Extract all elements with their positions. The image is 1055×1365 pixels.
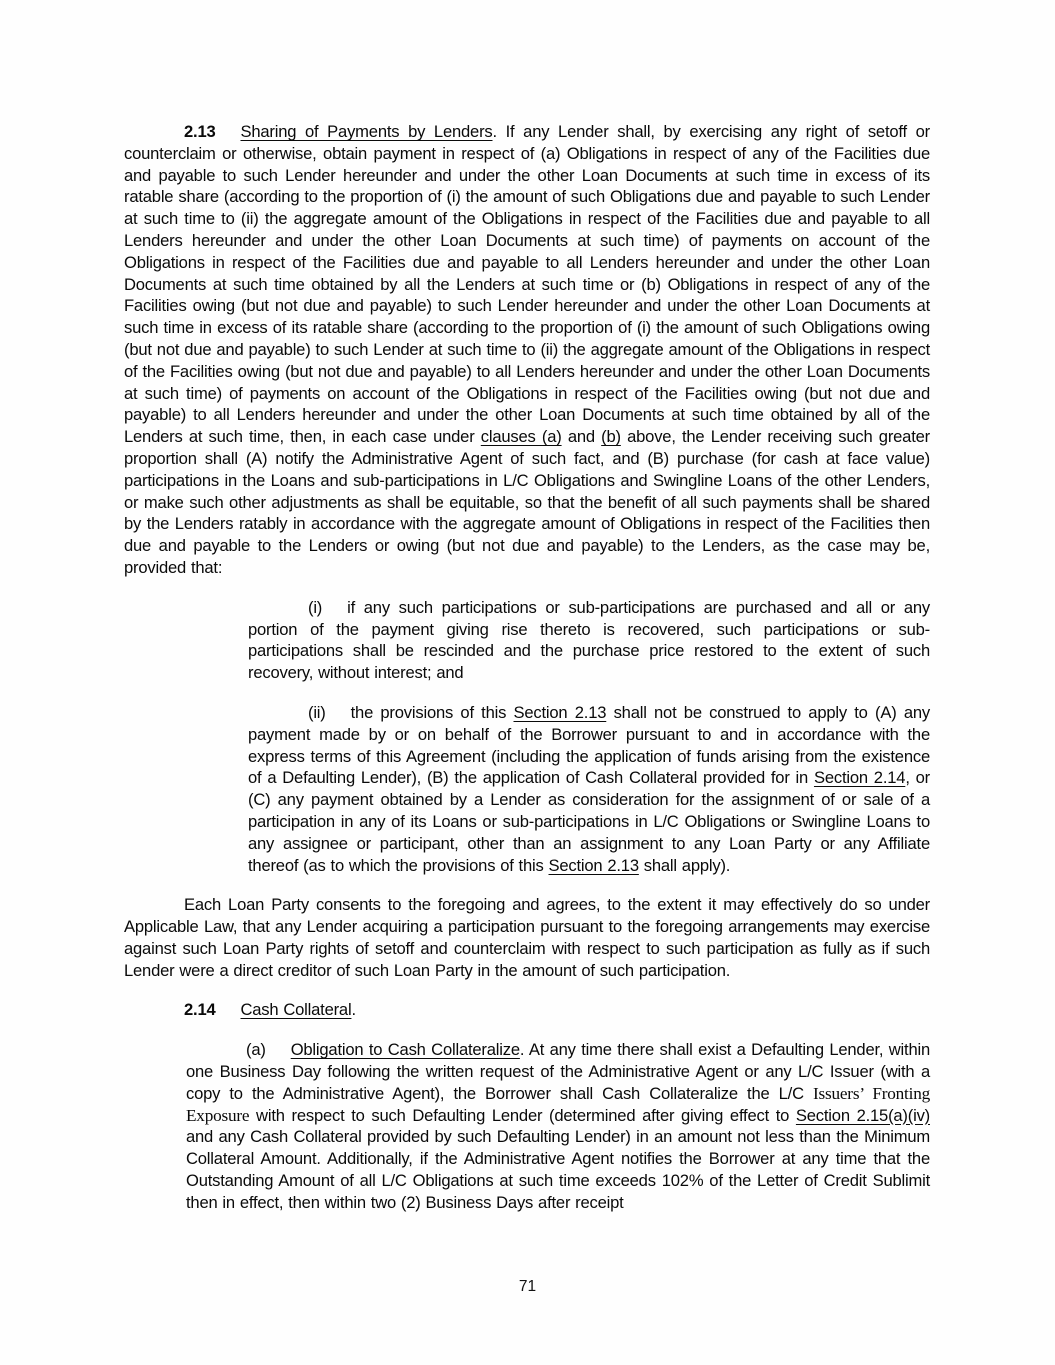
body-text: above, the Lender receiving such greater proportion shall (A) notify the Administrative Agent of such fact, and (B) purchase (for cash at face value) participations in the Loans and sub-participations in L/C Obligations and Swingline Loans of the other Lenders, or make such other adjustments as shall be equitable, so that the benefit of all such payments shall be shared by the Lenders ratably in accordance with the aggregate amount of Obligations in respect of the Facilities then due and payable to the Lenders or owing (but not due and payable) to the Lenders, as the case may be, provided that:: [124, 427, 930, 577]
clause-label: (i): [308, 597, 323, 617]
body-text: with respect to such Defaulting Lender (determined after giving effect to: [249, 1105, 796, 1125]
page-number: 71: [518, 1278, 537, 1295]
section-reference: Section 2.15(a)(iv): [795, 1105, 930, 1125]
body-text: and: [561, 427, 602, 447]
clause-label: (ii): [308, 702, 326, 722]
section-2-13-paragraph: [124, 121, 930, 579]
clause-a-paragraph: [186, 1039, 930, 1213]
body-text: if any such participations or sub-participations are purchased and all or any portion of the payment giving rise thereto is recovered, such participations or sub-participations shall be rescinded and the purchase price restored to the extent of such recovery, without interest; and: [248, 597, 930, 683]
body-text: shall not be construed to apply to (A) any payment made by or on behalf of the Borrower pursuant to and in accordance with the express terms of this Agreement (including the application of funds arising from the existence of a Defaulting Lender), (B) the application of Cash Collateral provided for in: [248, 702, 931, 788]
body-text: . At any time there shall exist a Defaulting Lender, within one Business Day following the written request of the Administrative Agent or any L/C Issuer (with a copy to the Administrative Agent), the Borrower shall Cash Collateralize the L/C: [186, 1040, 930, 1103]
loan-party-paragraph: [124, 894, 930, 981]
body-text: Each Loan Party consents to the foregoing and agrees, to the extent it may effectively do so under Applicable Law, that any Lender acquiring a participation pursuant to the foregoing arrangements may exercise against such Loan Party rights of setoff and counterclaim with respect to such participation as fully as if such Lender were a direct creditor of such Loan Party in the amount of such participation.: [124, 895, 930, 980]
section-2-14-heading: [124, 999, 930, 1021]
clause-i-paragraph: [248, 597, 930, 684]
clause-reference: (b): [601, 427, 621, 447]
body-text: and any Cash Collateral provided by such Defaulting Lender) in an amount not less than the Minimum Collateral Amount. Additionally, if the Administrative Agent notifies the Borrower at any time that the Outstanding Amount of all L/C Obligations at such time exceeds 102% of the Letter of Credit Sublimit then in effect, then within two (2) Business Days after receipt: [186, 1127, 930, 1212]
body-text: . If any Lender shall, by exercising any right of setoff or counterclaim or otherwise, obtain payment in respect of (a) Obligations in respect of any of the Facilities due and payable to such Lender hereunder and under the other Loan Documents at such time in excess of its ratable share (according to the proportion of (i) the amount of such Obligations due and payable to such Lender at such time to (ii) the aggregate amount of the Obligations in respect of the Facilities due and payable to all Lenders hereunder and under the other Loan Documents at such time) of payments on account of the Obligations in respect of the Facilities due and payable to all Lenders hereunder and under the other Loan Documents at such time obtained by all the Lenders at such time or (b) Obligations in respect of any of the Facilities owing (but not due and payable) to such Lender hereunder and under the other Loan Documents at such time in excess of its ratable share (according to the proportion of (i) the amount of such Obligations owing (but not due and payable) to such Lender at such time to (ii) the aggregate amount of the Obligations in respect of the Facilities owing (but not due and payable) to all Lenders hereunder and under the other Loan Documents at such time) of payments on account of the Obligations in respect of the Facilities owing (but not due and payable) to all Lenders hereunder and under the other Loan Documents at such time obtained by all of the Lenders at such time, then, in each case under: [124, 122, 930, 447]
body-text: .: [351, 1000, 356, 1020]
section-reference: Section 2.13: [513, 702, 607, 722]
clause-ii-paragraph: [248, 702, 930, 876]
section-title: Cash Collateral: [240, 1000, 352, 1020]
document-body: [124, 121, 930, 1232]
body-text: shall apply).: [638, 855, 731, 875]
section-number: 2.13: [184, 122, 216, 141]
section-title: Sharing of Payments by Lenders: [240, 122, 493, 141]
clause-title: Obligation to Cash Collateralize: [290, 1040, 520, 1060]
body-text: , or (C) any payment obtained by a Lender as consideration for the assignment of or sale of a participation in any of its Loans or sub-participations in L/C Obligations or Swingline Loans to any assignee or participant, other than an assignment to any Loan Party or any Affiliate thereof (as to which the provisions of this: [248, 768, 930, 875]
clause-label: (a): [246, 1040, 266, 1060]
section-reference: Section 2.13: [548, 855, 639, 875]
body-text: the provisions of this: [350, 702, 514, 722]
defined-term: Issuers’ Fronting Exposure: [186, 1083, 930, 1125]
clause-reference: clauses (a): [480, 427, 562, 447]
section-number: 2.14: [184, 1000, 216, 1020]
section-reference: Section 2.14: [813, 768, 906, 788]
